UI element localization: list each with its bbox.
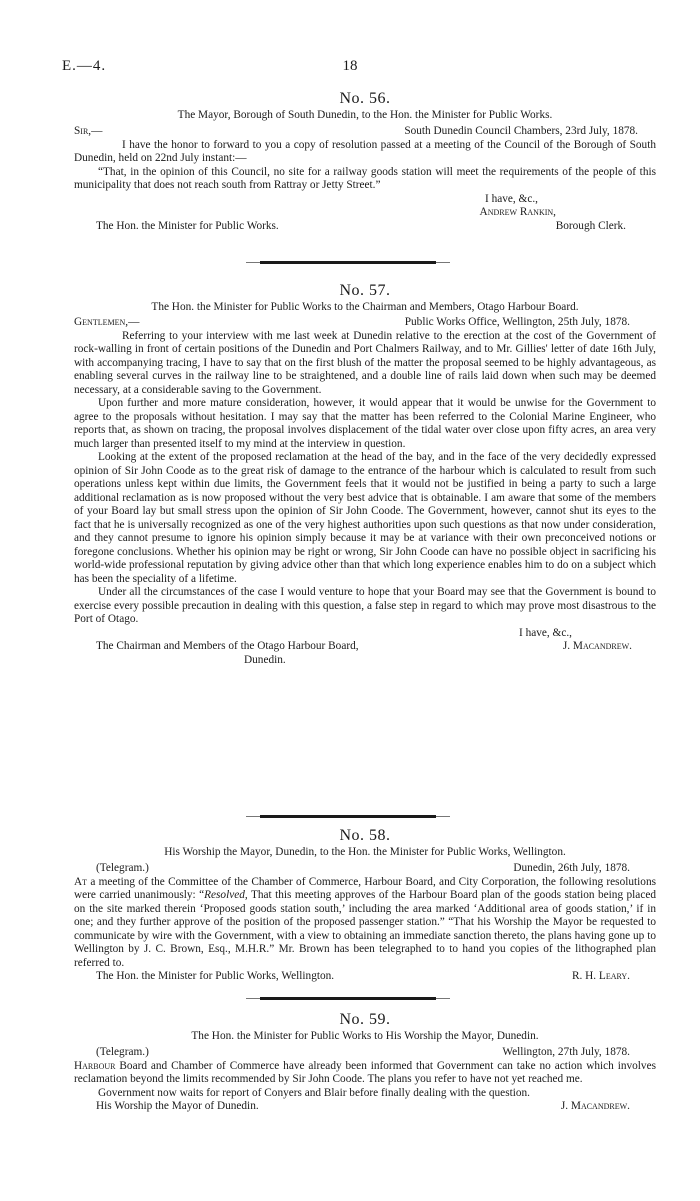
salutation: Gentlemen,— [74,316,140,328]
letter-57 [74,284,656,667]
paragraph: Under all the circumstances of the case I would venture to hope that your Board may see that the Government is bound to exercise every possible precaution in dealing with this question, a false step in regard to which may prove most disastrous to the Port of Otago. [74,586,656,625]
section-divider [260,997,436,1000]
paragraph: I have the honor to forward to you a copy of resolution passed at a meeting of the Council of the Borough of South Dunedin, held on 22nd July instant:— [74,138,656,164]
letter-number: No. 59. [339,1011,391,1028]
place-date: Wellington, 27th July, 1878. [502,1046,630,1058]
resolution-quote: “That, in the opinion of this Council, no site for a railway goods station will meet the requirements of the people of this municipality that does not reach south from Rattray or Jetty Street.” [74,165,656,191]
signer-title: Borough Clerk. [555,219,626,232]
addressee-city: Dunedin. [244,653,286,666]
place-date: Public Works Office, Wellington, 25th July, 1878. [404,316,630,328]
signer: J. Macandrew. [560,1100,630,1112]
addressee: The Chairman and Members of the Otago Harbour Board, [96,640,359,652]
telegram-body: At a meeting of the Committee of the Chamber of Commerce, Harbour Board, and City Corporation, the following resolutions were carried unanimously: “Resolved, That this meeting approves of the Harbour Board plan of the goods station being placed on the site marked therein ‘Proposed goods station south,’ including the area marked ‘Additional area of goods station,’ if in one; and they further approve of the position of the proposed passenger station.” “That his Worship the Mayor be requested to communicate by wire with the Government, with a view to obtaining an immediate sanction thereto, the plans having gone up to Wellington by J. C. Brown, Esq., M.H.R.” Mr. Brown has been telegraphed to to hand you copies of the lithographed plan referred to. [74,875,656,969]
telegram-label: (Telegram.) [96,862,149,874]
addressee: His Worship the Mayor of Dunedin. [96,1100,259,1112]
addressee: The Hon. the Minister for Public Works. [96,219,279,232]
paragraph: Referring to your interview with me last week at Dunedin relative to the erection at the cost of the Government of rock-walling in front of certain positions of the Dunedin and Port Chalmers Railway, and to Mr. Gillies' letter of date 16th July, with accompanying tracing, I have to say that on the first blush of the matter the proposal seemed to be highly advantageous, as enabling several curves in the railway line to be straightened, and a double line of rails laid down when such may be deemed necessary, at a considerable saving to the Government. [74,329,656,396]
letter-title: The Hon. the Minister for Public Works to His Worship the Mayor, Dunedin. [191,1029,539,1042]
letter-number: No. 57. [339,282,391,299]
closing: I have, &c., [484,192,538,205]
telegram-body: Harbour Board and Chamber of Commerce have already been informed that Government can take no action which involves reclamation beyond the limits recommended by Sir John Coode. The plans you refer to have not yet reached me. [74,1059,656,1085]
document-reference: E.—4. [62,58,107,74]
letter-title: His Worship the Mayor, Dunedin, to the Hon. the Minister for Public Works, Wellington. [164,845,566,858]
section-divider [260,815,436,818]
letter-58 [74,829,656,984]
place-date: South Dunedin Council Chambers, 23rd July, 1878. [404,125,638,137]
paragraph: Government now waits for report of Conyers and Blair before finally dealing with the question. [98,1086,530,1099]
paragraph: Looking at the extent of the proposed reclamation at the head of the bay, and in the face of the very decidedly expressed opinion of Sir John Coode as to the great risk of damage to the entrance of the harbour which is calculated to result from such operations unless kept within due limits, the Government feels that it would not be justified in being a party to such a large additional reclamation as is now proposed without the very best advice that is obtainable. I am aware that some of the members of your Board lay but small stress upon the opinion of Sir John Coode. The Government, however, cannot shut its eyes to the fact that he is universally recognized as one of the very highest authorities upon such questions as that now under consideration, and they cannot presume to ignore his opinion simply because it may be at variance with their own preconceived notions or foregone conclusions. Whether his opinion may be right or wrong, Sir John Coode can have no possible object in sacrificing his world-wide professional reputation by giving advice other than that which long experience enables him to do on a subject which has been the speciality of a lifetime. [74,451,656,585]
resolved-word: Resolved, [204,889,248,901]
letter-title: The Hon. the Minister for Public Works to the Chairman and Members, Otago Harbour Board. [151,300,579,313]
closing: I have, &c., [518,626,572,639]
paragraph: Upon further and more mature consideration, however, it would appear that it would be unwise for the Government to agree to the proposals without hesitation. I may say that the matter has been referred to the Colonial Marine Engineer, who reports that, as shown on tracing, the proposal involves displacement of the tidal water over close upon fifty acres, an area very much larger than presented itself to my mind at the interview in question. [74,397,656,450]
signer: J. Macandrew. [562,640,632,652]
letter-number: No. 58. [339,827,391,844]
place-date: Dunedin, 26th July, 1878. [513,862,630,874]
letter-59 [74,1013,656,1114]
signer: R. H. Leary. [571,970,630,982]
telegram-label: (Telegram.) [96,1046,149,1058]
section-divider [260,261,436,264]
addressee: The Hon. the Minister for Public Works, Wellington. [96,970,335,982]
page-number: 18 [342,58,358,74]
letter-number: No. 56. [339,90,391,107]
letter-56 [74,92,656,233]
letter-title: The Mayor, Borough of South Dunedin, to the Hon. the Minister for Public Works. [177,108,553,121]
signer: Andrew Rankin, [479,206,556,218]
lead-word: At [74,875,88,888]
salutation: Sir,— [74,125,103,137]
lead-word: Harbour [74,1059,116,1072]
